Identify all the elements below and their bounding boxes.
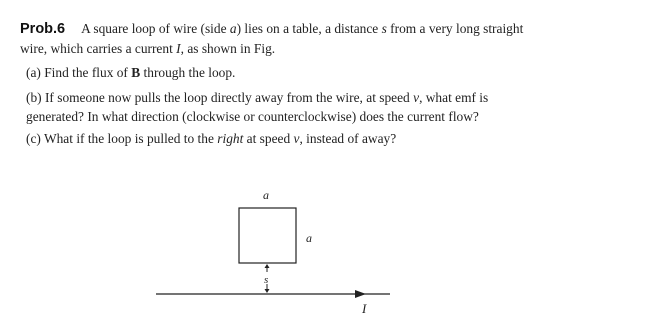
- part-c-text: , instead of away?: [299, 131, 397, 146]
- symbol-v: v: [413, 90, 420, 105]
- part-b-text: (b) If someone now pulls the loop directly away from the wire, at speed: [26, 90, 414, 105]
- statement-text: ) lies on a table, a distance: [236, 21, 382, 36]
- symbol-s: s: [381, 21, 387, 36]
- loop-side-label-top: a: [263, 188, 269, 202]
- current-arrowhead: [355, 290, 366, 298]
- symbol-I: I: [176, 41, 181, 56]
- part-a: [26, 63, 652, 82]
- word-right: right: [217, 131, 244, 146]
- distance-arrowhead-up: [265, 264, 270, 268]
- symbol-B: B: [131, 65, 141, 80]
- symbol-v: v: [293, 131, 300, 146]
- part-c-text: at speed: [243, 131, 294, 146]
- loop-side-label-right: a: [306, 231, 312, 245]
- part-a-text: (a) Find the flux of: [26, 65, 132, 80]
- problem-statement: [20, 19, 650, 58]
- part-b-text: , what emf is: [419, 90, 489, 105]
- current-label-I: I: [362, 301, 367, 316]
- statement-text: A square loop of wire (side: [81, 21, 230, 36]
- part-b: [26, 88, 652, 126]
- statement-text: wire, which carries a current: [20, 41, 177, 56]
- statement-text: from a very long straight: [386, 21, 524, 36]
- problem-label: Prob.6: [20, 21, 66, 37]
- distance-arrowhead-down: [265, 289, 270, 293]
- part-b-text: generated? In what direction (clockwise or counterclockwise) does the current flow?: [26, 109, 479, 124]
- symbol-a: a: [229, 21, 237, 36]
- statement-text: , as shown in Fig.: [180, 41, 276, 56]
- square-loop: [239, 208, 296, 263]
- part-c: [26, 129, 652, 148]
- part-a-text: through the loop.: [140, 65, 236, 80]
- distance-label-s: s: [264, 274, 269, 286]
- part-c-text: (c) What if the loop is pulled to the: [26, 131, 218, 146]
